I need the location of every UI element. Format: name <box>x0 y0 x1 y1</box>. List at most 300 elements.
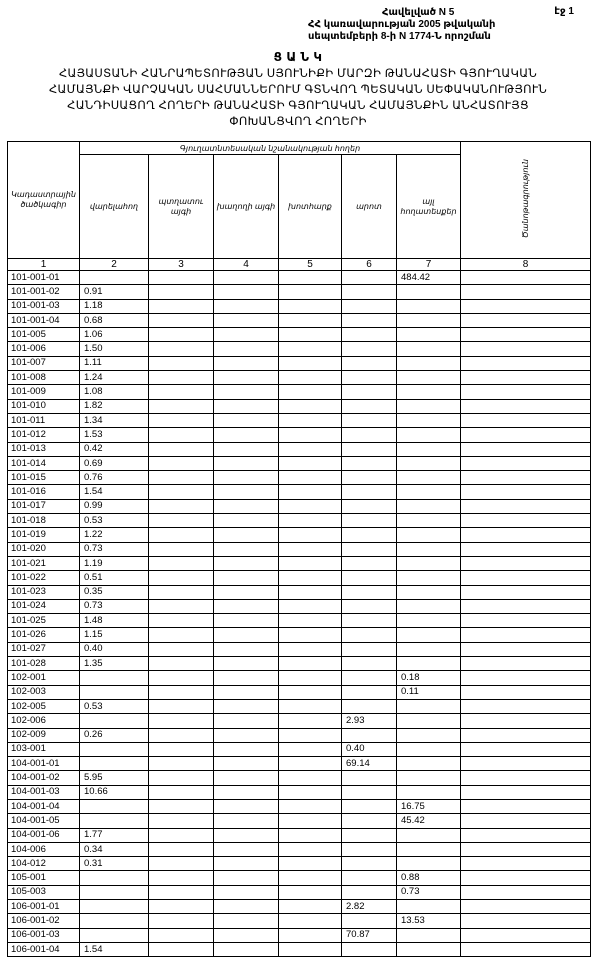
empty-cell <box>149 371 214 385</box>
table-row <box>8 714 591 728</box>
empty-cell <box>461 771 591 785</box>
pasture-cell <box>342 456 397 470</box>
empty-cell <box>279 413 342 427</box>
table-row <box>8 642 591 656</box>
empty-cell <box>149 585 214 599</box>
cadastral-code-cell: 101-017 <box>8 499 80 513</box>
empty-cell <box>214 814 279 828</box>
cadastral-code-cell: 101-006 <box>8 342 80 356</box>
pasture-cell <box>342 842 397 856</box>
heading-line-1: ՀԱՅԱՍՏԱՆԻ ՀԱՆՐԱՊԵՏՈՒԹՅԱՆ ՍՅՈՒՆԻՔԻ ՄԱՐԶԻ ԹԱՆԱՀԱՏԻ ԳՅՈՒՂԱԿԱՆ <box>58 68 538 80</box>
other-lands-cell <box>397 900 461 914</box>
other-lands-cell <box>397 385 461 399</box>
empty-cell <box>149 428 214 442</box>
empty-cell <box>214 556 279 570</box>
arable-cell: 0.53 <box>80 514 149 528</box>
cadastral-code-cell: 104-001-01 <box>8 757 80 771</box>
cadastral-code-cell: 101-023 <box>8 585 80 599</box>
table-row <box>8 871 591 885</box>
empty-cell <box>279 671 342 685</box>
empty-cell <box>461 542 591 556</box>
table-row <box>8 385 591 399</box>
empty-cell <box>149 785 214 799</box>
empty-cell <box>149 313 214 327</box>
other-lands-cell <box>397 857 461 871</box>
other-lands-cell <box>397 657 461 671</box>
empty-cell <box>279 685 342 699</box>
empty-cell <box>461 313 591 327</box>
empty-cell <box>279 356 342 370</box>
arable-cell <box>80 671 149 685</box>
pasture-cell <box>342 628 397 642</box>
table-row <box>8 556 591 570</box>
table-row <box>8 685 591 699</box>
pasture-cell <box>342 399 397 413</box>
pasture-cell <box>342 785 397 799</box>
column-number: 4 <box>214 259 279 271</box>
empty-cell <box>214 514 279 528</box>
empty-cell <box>149 799 214 813</box>
arable-cell: 0.53 <box>80 699 149 713</box>
empty-cell <box>279 928 342 942</box>
table-row <box>8 757 591 771</box>
empty-cell <box>149 499 214 513</box>
empty-cell <box>279 385 342 399</box>
empty-cell <box>279 799 342 813</box>
cadastral-code-cell: 104-001-05 <box>8 814 80 828</box>
cadastral-code-cell: 104-006 <box>8 842 80 856</box>
pasture-cell <box>342 542 397 556</box>
table-row <box>8 371 591 385</box>
other-lands-cell <box>397 556 461 570</box>
empty-cell <box>149 556 214 570</box>
arable-cell: 0.40 <box>80 642 149 656</box>
empty-cell <box>461 814 591 828</box>
pasture-cell <box>342 885 397 899</box>
empty-cell <box>214 871 279 885</box>
table-row <box>8 514 591 528</box>
pasture-cell <box>342 857 397 871</box>
table-row <box>8 842 591 856</box>
empty-cell <box>214 900 279 914</box>
cadastral-code-cell: 101-013 <box>8 442 80 456</box>
cadastral-code-cell: 101-025 <box>8 614 80 628</box>
empty-cell <box>461 942 591 956</box>
other-lands-cell <box>397 714 461 728</box>
arable-cell: 0.73 <box>80 599 149 613</box>
table-row <box>8 942 591 956</box>
empty-cell <box>279 271 342 285</box>
arable-cell: 1.48 <box>80 614 149 628</box>
cadastral-code-cell: 101-007 <box>8 356 80 370</box>
arable-cell <box>80 900 149 914</box>
pasture-cell <box>342 285 397 299</box>
empty-cell <box>149 628 214 642</box>
empty-cell <box>149 528 214 542</box>
empty-cell <box>149 471 214 485</box>
arable-cell <box>80 714 149 728</box>
empty-cell <box>279 399 342 413</box>
cadastral-code-cell: 101-001-02 <box>8 285 80 299</box>
empty-cell <box>279 528 342 542</box>
empty-cell <box>149 413 214 427</box>
empty-cell <box>461 271 591 285</box>
empty-cell <box>279 313 342 327</box>
header-agricultural-land: Գյուղատնտեսական նշանակության հողեր <box>80 142 461 155</box>
other-lands-cell <box>397 757 461 771</box>
cadastral-code-cell: 101-011 <box>8 413 80 427</box>
cadastral-code-cell: 101-014 <box>8 456 80 470</box>
other-lands-cell <box>397 299 461 313</box>
empty-cell <box>214 471 279 485</box>
cadastral-code-cell: 102-005 <box>8 699 80 713</box>
empty-cell <box>461 499 591 513</box>
pasture-cell <box>342 342 397 356</box>
table-row <box>8 328 591 342</box>
column-number: 6 <box>342 259 397 271</box>
other-lands-cell <box>397 785 461 799</box>
table-row <box>8 428 591 442</box>
empty-cell <box>461 871 591 885</box>
table-row <box>8 657 591 671</box>
arable-cell: 0.35 <box>80 585 149 599</box>
arable-cell: 0.76 <box>80 471 149 485</box>
empty-cell <box>149 571 214 585</box>
empty-cell <box>279 828 342 842</box>
empty-cell <box>461 728 591 742</box>
heading-line-4: ՓՈԽԱՆՑՎՈՂ ՀՈՂԵՐԻ <box>229 116 367 128</box>
arable-cell: 1.77 <box>80 828 149 842</box>
land-table <box>7 141 591 957</box>
empty-cell <box>149 285 214 299</box>
other-lands-cell <box>397 413 461 427</box>
arable-cell <box>80 742 149 756</box>
table-row <box>8 271 591 285</box>
empty-cell <box>214 742 279 756</box>
table-row <box>8 671 591 685</box>
cadastral-code-cell: 101-027 <box>8 642 80 656</box>
empty-cell <box>149 385 214 399</box>
empty-cell <box>214 628 279 642</box>
cadastral-code-cell: 101-001-01 <box>8 271 80 285</box>
cadastral-code-cell: 101-028 <box>8 657 80 671</box>
empty-cell <box>461 900 591 914</box>
empty-cell <box>279 914 342 928</box>
empty-cell <box>214 328 279 342</box>
other-lands-cell: 0.73 <box>397 885 461 899</box>
empty-cell <box>279 942 342 956</box>
arable-cell <box>80 928 149 942</box>
other-lands-cell <box>397 285 461 299</box>
empty-cell <box>149 271 214 285</box>
table-row <box>8 313 591 327</box>
table-row <box>8 699 591 713</box>
pasture-cell <box>342 328 397 342</box>
empty-cell <box>461 742 591 756</box>
empty-cell <box>461 842 591 856</box>
table-row <box>8 599 591 613</box>
pasture-cell <box>342 599 397 613</box>
pasture-cell <box>342 485 397 499</box>
empty-cell <box>149 485 214 499</box>
empty-cell <box>279 614 342 628</box>
empty-cell <box>461 885 591 899</box>
empty-cell <box>279 785 342 799</box>
table-row <box>8 542 591 556</box>
other-lands-cell <box>397 771 461 785</box>
empty-cell <box>149 299 214 313</box>
table-row <box>8 728 591 742</box>
empty-cell <box>214 285 279 299</box>
empty-cell <box>214 857 279 871</box>
pasture-cell: 2.93 <box>342 714 397 728</box>
empty-cell <box>149 442 214 456</box>
pasture-cell <box>342 871 397 885</box>
table-row <box>8 499 591 513</box>
arable-cell <box>80 757 149 771</box>
table-row <box>8 928 591 942</box>
table-row <box>8 885 591 899</box>
other-lands-cell <box>397 942 461 956</box>
empty-cell <box>149 914 214 928</box>
other-lands-cell: 484.42 <box>397 271 461 285</box>
table-row <box>8 614 591 628</box>
empty-cell <box>214 442 279 456</box>
empty-cell <box>149 742 214 756</box>
header-other-lands: այլ հողատեսքեր <box>397 155 461 259</box>
empty-cell <box>214 942 279 956</box>
empty-cell <box>279 599 342 613</box>
empty-cell <box>214 799 279 813</box>
empty-cell <box>214 671 279 685</box>
empty-cell <box>279 442 342 456</box>
other-lands-cell: 13.53 <box>397 914 461 928</box>
pasture-cell <box>342 356 397 370</box>
cadastral-code-cell: 106-001-03 <box>8 928 80 942</box>
arable-cell: 1.19 <box>80 556 149 570</box>
pasture-cell: 70.87 <box>342 928 397 942</box>
other-lands-cell <box>397 928 461 942</box>
other-lands-cell <box>397 485 461 499</box>
empty-cell <box>461 471 591 485</box>
empty-cell <box>461 556 591 570</box>
empty-cell <box>149 599 214 613</box>
pasture-cell <box>342 371 397 385</box>
arable-cell <box>80 885 149 899</box>
empty-cell <box>461 671 591 685</box>
pasture-cell <box>342 685 397 699</box>
empty-cell <box>461 614 591 628</box>
empty-cell <box>279 814 342 828</box>
empty-cell <box>214 657 279 671</box>
arable-cell: 1.24 <box>80 371 149 385</box>
empty-cell <box>214 499 279 513</box>
pasture-cell <box>342 942 397 956</box>
empty-cell <box>461 356 591 370</box>
empty-cell <box>149 671 214 685</box>
empty-cell <box>149 885 214 899</box>
table-row <box>8 485 591 499</box>
pasture-cell: 69.14 <box>342 757 397 771</box>
table-row <box>8 285 591 299</box>
other-lands-cell <box>397 599 461 613</box>
empty-cell <box>461 685 591 699</box>
other-lands-cell <box>397 514 461 528</box>
cadastral-code-cell: 104-001-04 <box>8 799 80 813</box>
header-cadastral-code: Կադաստրային ծածկագիր <box>8 142 80 259</box>
empty-cell <box>461 714 591 728</box>
cadastral-code-cell: 102-009 <box>8 728 80 742</box>
empty-cell <box>149 771 214 785</box>
empty-cell <box>279 556 342 570</box>
table-row <box>8 342 591 356</box>
empty-cell <box>214 757 279 771</box>
arable-cell: 1.11 <box>80 356 149 370</box>
empty-cell <box>279 842 342 856</box>
empty-cell <box>149 542 214 556</box>
arable-cell: 1.18 <box>80 299 149 313</box>
cadastral-code-cell: 106-001-01 <box>8 900 80 914</box>
cadastral-code-cell: 101-008 <box>8 371 80 385</box>
cadastral-code-cell: 104-001-03 <box>8 785 80 799</box>
empty-cell <box>461 657 591 671</box>
table-row <box>8 413 591 427</box>
empty-cell <box>214 885 279 899</box>
empty-cell <box>149 514 214 528</box>
other-lands-cell: 45.42 <box>397 814 461 828</box>
empty-cell <box>461 485 591 499</box>
empty-cell <box>461 857 591 871</box>
empty-cell <box>214 771 279 785</box>
other-lands-cell <box>397 342 461 356</box>
other-lands-cell <box>397 728 461 742</box>
cadastral-code-cell: 106-001-04 <box>8 942 80 956</box>
table-row <box>8 857 591 871</box>
other-lands-cell <box>397 828 461 842</box>
cadastral-code-cell: 101-015 <box>8 471 80 485</box>
pasture-cell <box>342 642 397 656</box>
pasture-cell <box>342 657 397 671</box>
cadastral-code-cell: 101-005 <box>8 328 80 342</box>
annex-line-3: սեպտեմբերի 8-ի N 1774-Ն որոշման <box>308 31 491 42</box>
empty-cell <box>279 471 342 485</box>
other-lands-cell: 0.11 <box>397 685 461 699</box>
other-lands-cell: 16.75 <box>397 799 461 813</box>
empty-cell <box>149 757 214 771</box>
empty-cell <box>214 356 279 370</box>
table-row <box>8 785 591 799</box>
pasture-cell <box>342 614 397 628</box>
empty-cell <box>279 428 342 442</box>
empty-cell <box>149 699 214 713</box>
empty-cell <box>214 714 279 728</box>
empty-cell <box>214 699 279 713</box>
empty-cell <box>149 942 214 956</box>
empty-cell <box>214 642 279 656</box>
empty-cell <box>149 642 214 656</box>
arable-cell: 0.42 <box>80 442 149 456</box>
cadastral-code-cell: 101-022 <box>8 571 80 585</box>
empty-cell <box>461 928 591 942</box>
empty-cell <box>461 385 591 399</box>
arable-cell <box>80 914 149 928</box>
arable-cell <box>80 871 149 885</box>
empty-cell <box>214 914 279 928</box>
other-lands-cell <box>397 628 461 642</box>
empty-cell <box>279 542 342 556</box>
arable-cell: 0.73 <box>80 542 149 556</box>
empty-cell <box>461 785 591 799</box>
table-row <box>8 799 591 813</box>
pasture-cell <box>342 771 397 785</box>
table-row <box>8 828 591 842</box>
empty-cell <box>279 328 342 342</box>
pasture-cell <box>342 585 397 599</box>
empty-cell <box>461 528 591 542</box>
arable-cell: 10.66 <box>80 785 149 799</box>
empty-cell <box>461 442 591 456</box>
annex-line-2: ՀՀ կառավարության 2005 թվականի <box>308 19 496 30</box>
table-row <box>8 456 591 470</box>
pasture-cell <box>342 413 397 427</box>
cadastral-code-cell: 101-001-03 <box>8 299 80 313</box>
other-lands-cell: 0.18 <box>397 671 461 685</box>
cadastral-code-cell: 101-026 <box>8 628 80 642</box>
cadastral-code-cell: 104-001-02 <box>8 771 80 785</box>
empty-cell <box>461 299 591 313</box>
arable-cell: 0.51 <box>80 571 149 585</box>
other-lands-cell <box>397 528 461 542</box>
empty-cell <box>461 571 591 585</box>
header-arable: վարելահող <box>80 155 149 259</box>
empty-cell <box>214 828 279 842</box>
other-lands-cell: 0.88 <box>397 871 461 885</box>
pasture-cell: 2.82 <box>342 900 397 914</box>
arable-cell: 0.69 <box>80 456 149 470</box>
arable-cell: 0.26 <box>80 728 149 742</box>
pasture-cell <box>342 914 397 928</box>
column-number: 2 <box>80 259 149 271</box>
cadastral-code-cell: 101-018 <box>8 514 80 528</box>
empty-cell <box>279 742 342 756</box>
empty-cell <box>214 728 279 742</box>
cadastral-code-cell: 105-003 <box>8 885 80 899</box>
cadastral-code-cell: 102-003 <box>8 685 80 699</box>
arable-cell <box>80 814 149 828</box>
pasture-cell <box>342 442 397 456</box>
empty-cell <box>149 356 214 370</box>
empty-cell <box>149 342 214 356</box>
column-number: 5 <box>279 259 342 271</box>
empty-cell <box>214 428 279 442</box>
empty-cell <box>279 771 342 785</box>
cadastral-code-cell: 102-001 <box>8 671 80 685</box>
other-lands-cell <box>397 542 461 556</box>
arable-cell: 1.82 <box>80 399 149 413</box>
empty-cell <box>149 685 214 699</box>
header-vineyard: խաղողի այգի <box>214 155 279 259</box>
table-row <box>8 471 591 485</box>
header-notes <box>461 142 591 259</box>
pasture-cell <box>342 699 397 713</box>
cadastral-code-cell: 103-001 <box>8 742 80 756</box>
cadastral-code-cell: 101-001-04 <box>8 313 80 327</box>
cadastral-code-cell: 101-012 <box>8 428 80 442</box>
table-row <box>8 585 591 599</box>
column-number: 3 <box>149 259 214 271</box>
empty-cell <box>279 757 342 771</box>
arable-cell: 1.22 <box>80 528 149 542</box>
